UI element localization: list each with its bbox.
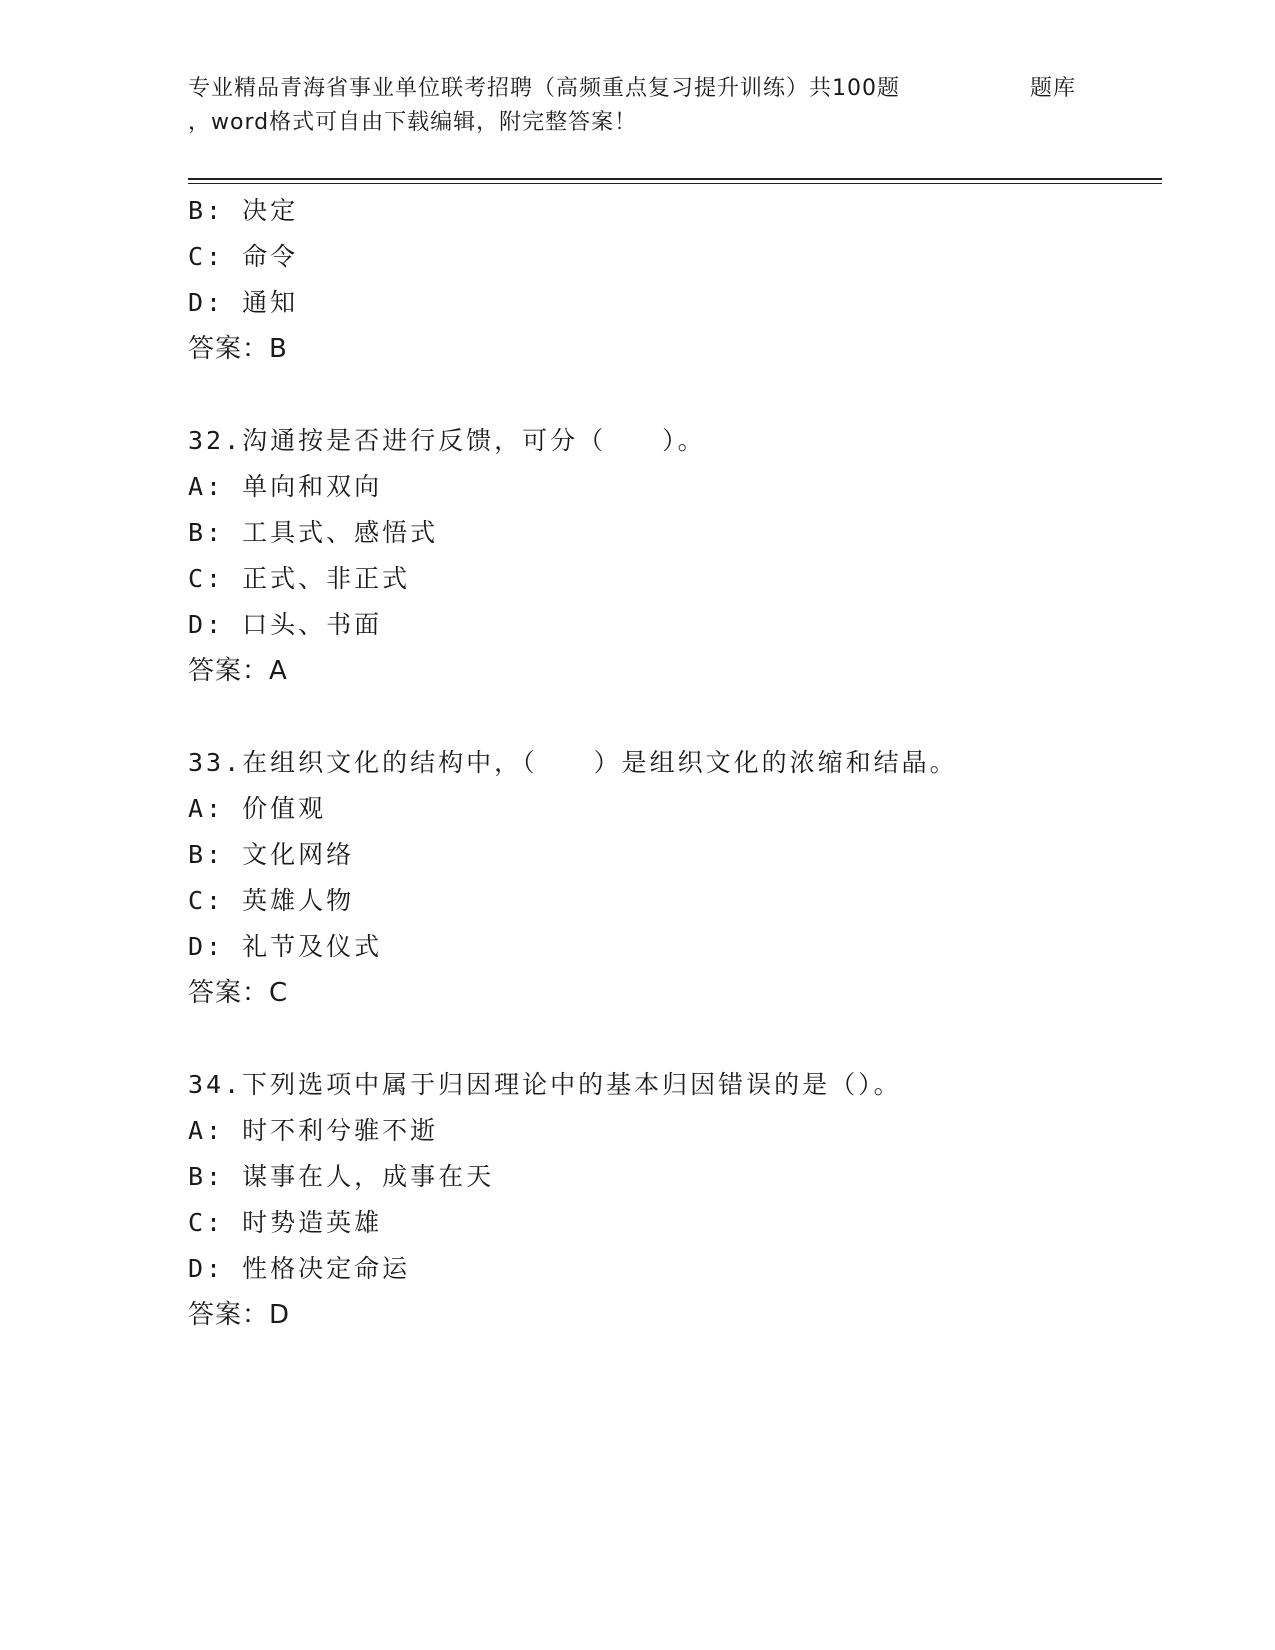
header-rule-thick bbox=[188, 178, 1162, 180]
answer-line: 答案：D bbox=[188, 1300, 291, 1330]
header-tag: 题库 bbox=[1030, 76, 1077, 101]
question-34 bbox=[188, 1062, 1148, 1338]
question-spacer bbox=[188, 694, 1148, 740]
header-title-line bbox=[188, 72, 1148, 106]
document-body bbox=[188, 188, 1148, 1338]
question-stem: 32.沟通按是否进行反馈，可分（ ）。 bbox=[188, 426, 706, 455]
option-d: D: 礼节及仪式 bbox=[188, 932, 383, 961]
option-b: B: 决定 bbox=[188, 196, 299, 225]
question-spacer bbox=[188, 372, 1148, 418]
question-stem: 34.下列选项中属于归因理论中的基本归因错误的是（）。 bbox=[188, 1070, 902, 1099]
option-a: A: 时不利兮骓不逝 bbox=[188, 1116, 439, 1145]
option-d: D: 通知 bbox=[188, 288, 299, 317]
option-b: B: 工具式、感悟式 bbox=[188, 518, 439, 547]
option-d: D: 性格决定命运 bbox=[188, 1254, 411, 1283]
option-b: B: 文化网络 bbox=[188, 840, 355, 869]
option-c: C: 命令 bbox=[188, 242, 299, 271]
answer-line: 答案：C bbox=[188, 978, 289, 1008]
option-d: D: 口头、书面 bbox=[188, 610, 383, 639]
question-32 bbox=[188, 418, 1148, 694]
option-a: A: 单向和双向 bbox=[188, 472, 383, 501]
question-spacer bbox=[188, 1016, 1148, 1062]
question-partial bbox=[188, 188, 1148, 372]
header-title: 专业精品青海省事业单位联考招聘（高频重点复习提升训练）共100题 bbox=[188, 76, 900, 101]
option-c: C: 英雄人物 bbox=[188, 886, 355, 915]
answer-line: 答案：B bbox=[188, 334, 288, 364]
question-33 bbox=[188, 740, 1148, 1016]
option-b: B: 谋事在人，成事在天 bbox=[188, 1162, 495, 1191]
header-rule-thin bbox=[188, 183, 1162, 184]
option-c: C: 时势造英雄 bbox=[188, 1208, 383, 1237]
option-c: C: 正式、非正式 bbox=[188, 564, 411, 593]
header-subtitle: ，word格式可自由下载编辑，附完整答案！ bbox=[188, 110, 638, 135]
document-header bbox=[188, 72, 1148, 140]
answer-line: 答案：A bbox=[188, 656, 288, 686]
question-stem: 33.在组织文化的结构中，（ ）是组织文化的浓缩和结晶。 bbox=[188, 748, 958, 777]
option-a: A: 价值观 bbox=[188, 794, 327, 823]
